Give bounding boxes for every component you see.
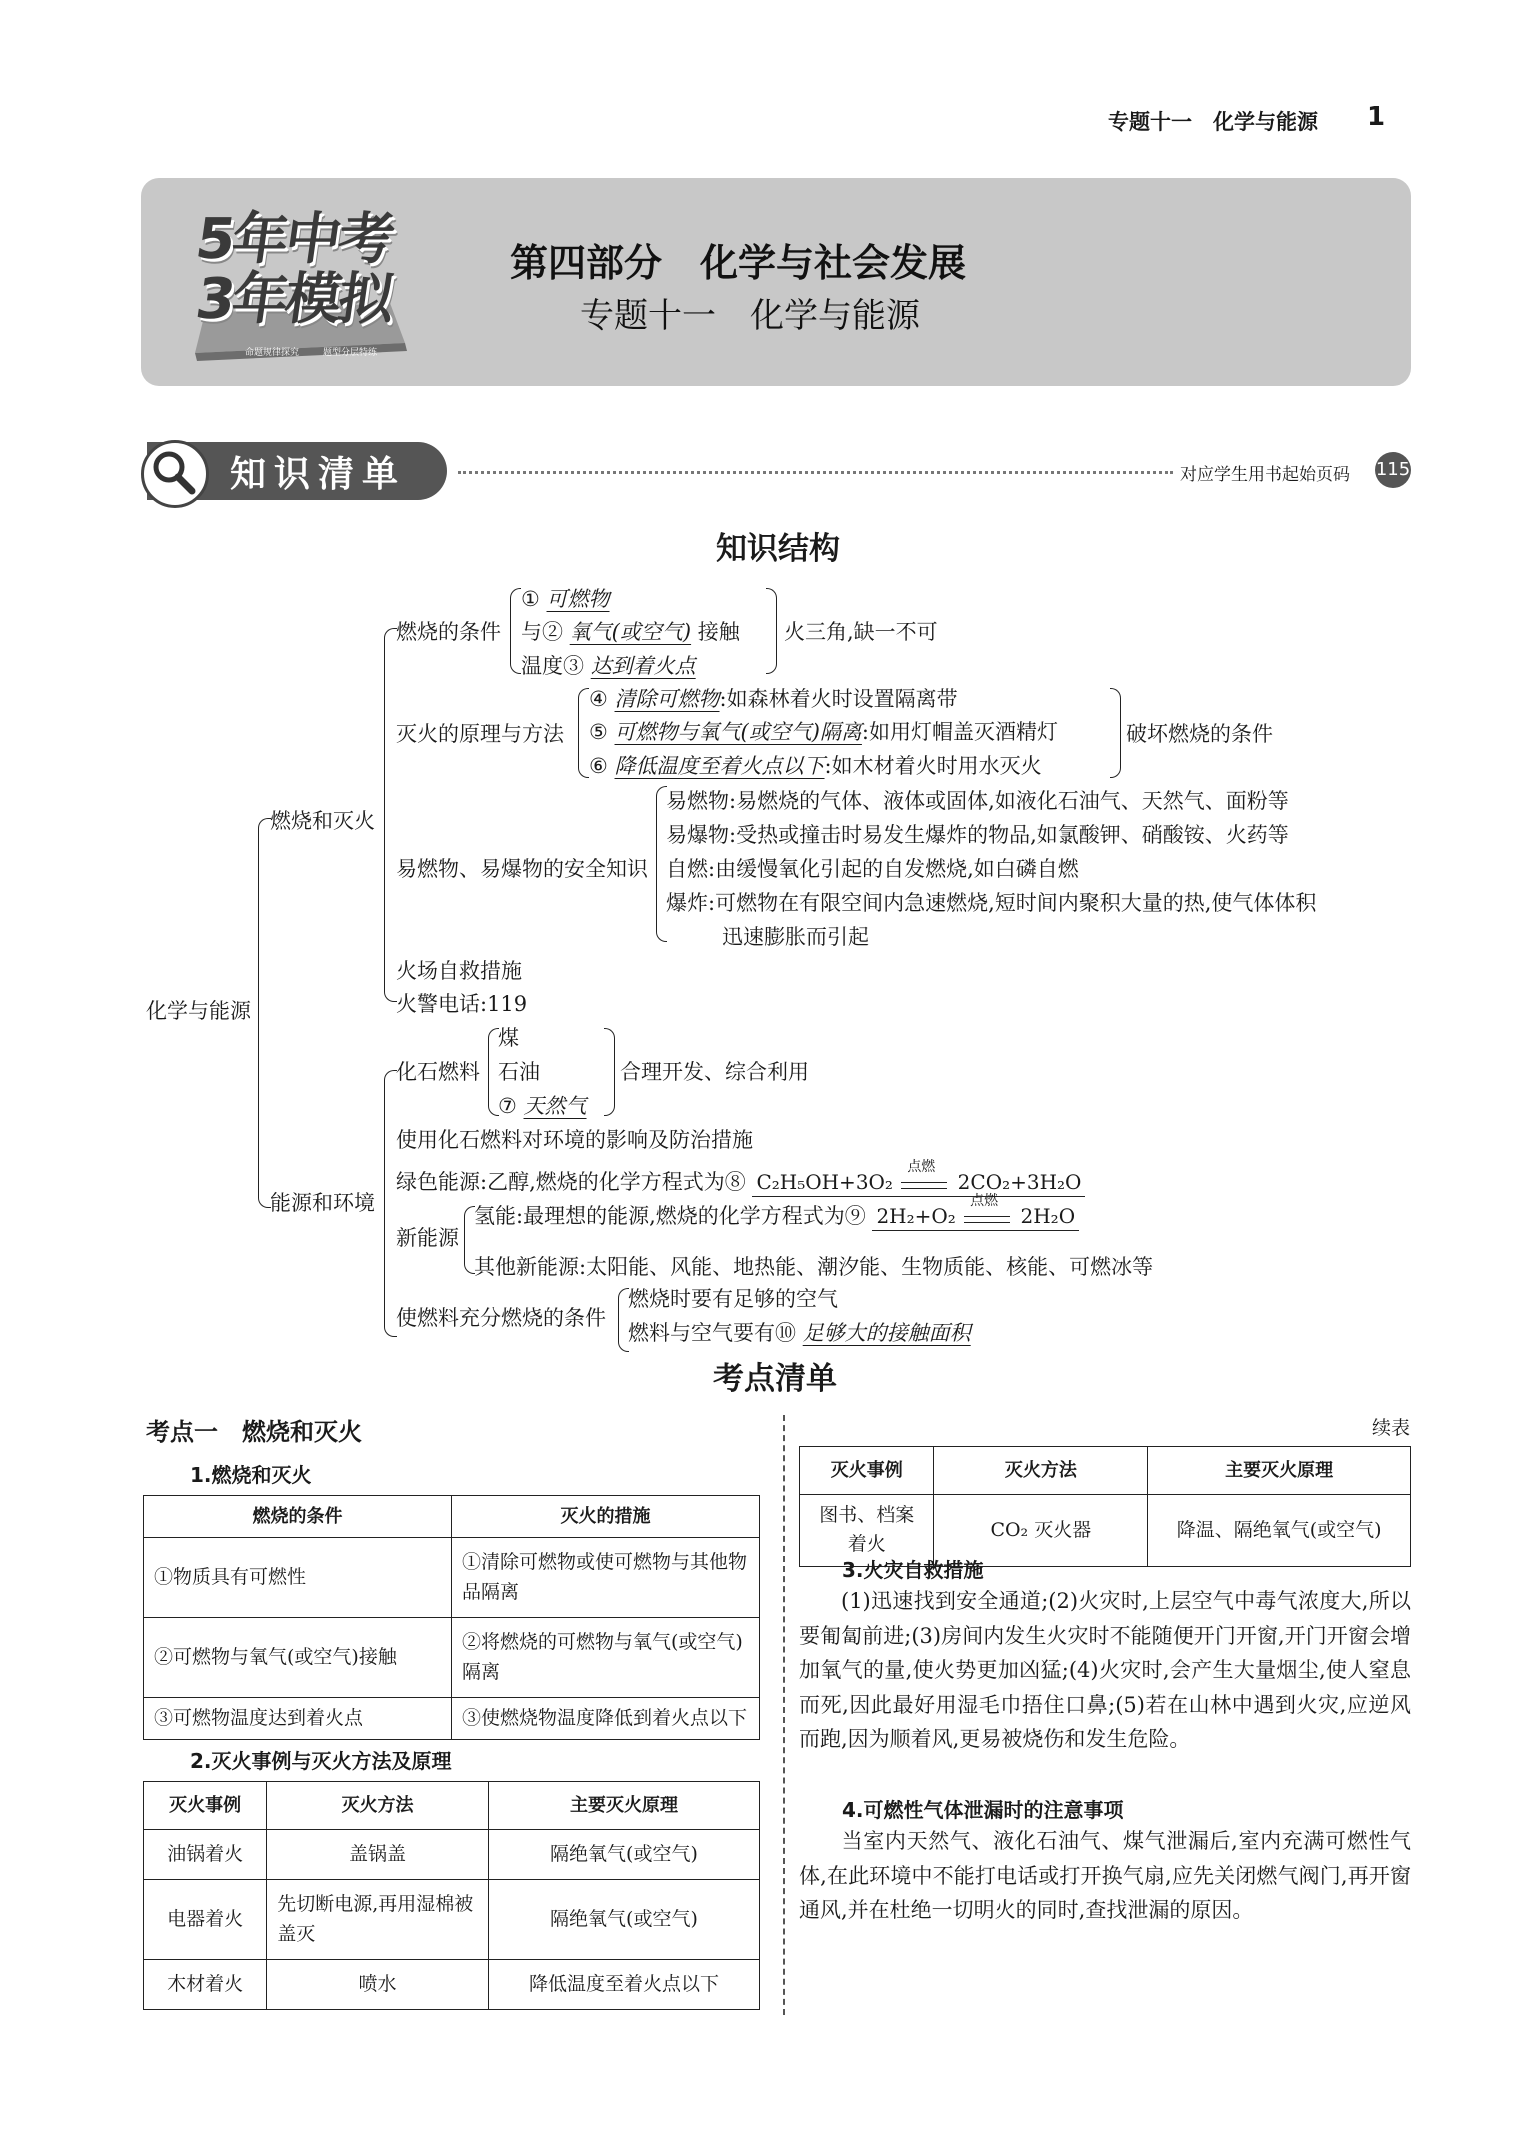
safety-label: 易燃物、易爆物的安全知识	[396, 857, 648, 881]
logo-small-right: 题型分层特练	[323, 348, 378, 358]
h-eq-arrow	[964, 1216, 1010, 1223]
table-row	[144, 1538, 760, 1618]
ext-label: 灭火的原理与方法	[396, 722, 564, 746]
rescue-item: 火场自救措施	[396, 959, 522, 983]
topic-title: 专题十一 化学与能源	[580, 296, 920, 336]
table-cell: ①物质具有可燃性	[144, 1538, 452, 1618]
table-cell: 油锅着火	[144, 1830, 267, 1880]
magnifier-icon	[141, 440, 209, 508]
point-1-title: 考点一 燃烧和灭火	[146, 1418, 362, 1446]
h-eq-cond: 点燃	[970, 1192, 999, 1209]
green-eq-lhs: C₂H₅OH+3O₂	[756, 1170, 893, 1194]
ext-line-6	[589, 750, 1042, 780]
safety-line-2: 易爆物:受热或撞击时易发生爆炸的物品,如氯酸钾、硝酸铵、火药等	[666, 823, 1289, 847]
table-cell: ②可燃物与氧气(或空气)接触	[144, 1618, 452, 1698]
h-eq-lhs: 2H₂+O₂	[876, 1204, 956, 1228]
cond-line-1	[521, 583, 610, 613]
ext-n4: ④	[589, 687, 608, 711]
logo-line-1: 5年中考	[191, 207, 396, 272]
running-title: 专题十一 化学与能源	[1108, 110, 1318, 134]
green-eq-arrow	[901, 1182, 947, 1189]
table-cell: 图书、档案着火	[800, 1495, 934, 1567]
safety-line-4: 爆炸:可燃物在有限空间内急速燃烧,短时间内聚积大量的热,使气体体积	[666, 891, 1317, 915]
ext-s4: :如森林着火时设置隔离带	[719, 687, 958, 711]
fire-brace	[384, 628, 397, 1002]
cond-brace	[510, 588, 521, 674]
safety-line-5: 迅速膨胀而引起	[722, 925, 869, 949]
table-row	[144, 1960, 760, 2010]
ext-line-5	[589, 716, 1058, 746]
ext-result: 破坏燃烧的条件	[1126, 722, 1273, 746]
paragraph-gas-leak-text: 当室内天然气、液化石油气、煤气泄漏后,室内充满可燃性气体,在此环境中不能打电话或打开换气扇,应先关闭燃气阀门,再开窗通风,并在杜绝一切明火的同时,查找泄漏的原因。	[799, 1829, 1411, 1922]
env-item: 使用化石燃料对环境的影响及防治措施	[396, 1128, 753, 1152]
branch-energy: 能源和环境	[270, 1191, 375, 1215]
ext-right-brace	[1110, 688, 1121, 778]
paragraph-gas-leak	[799, 1824, 1411, 1928]
part-title: 第四部分 化学与社会发展	[510, 241, 967, 285]
answer-3: 达到着火点	[590, 654, 696, 678]
safety-line-1: 易燃物:易燃烧的气体、液体或固体,如液化石油气、天然气、面粉等	[666, 789, 1289, 813]
page-number: 1	[1367, 102, 1386, 132]
answer-2: 氧气(或空气)	[569, 620, 692, 644]
answer-6: 降低温度至着火点以下	[614, 754, 825, 778]
table-row	[144, 1496, 760, 1538]
t1-header-2: 灭火的措施	[452, 1496, 760, 1538]
structure-title: 知识结构	[716, 531, 840, 567]
ext-s5: :如用灯帽盖灭酒精灯	[861, 720, 1058, 744]
t3-header-1: 灭火事例	[800, 1447, 934, 1495]
fire-phone: 火警电话:119	[396, 992, 528, 1016]
table-cell: 降低温度至着火点以下	[488, 1960, 759, 2010]
table-row	[144, 1698, 760, 1740]
green-eq-cond: 点燃	[907, 1158, 936, 1175]
hydrogen-line	[474, 1192, 1079, 1231]
t2-header-1: 灭火事例	[144, 1782, 267, 1830]
table-cell: 降温、隔绝氧气(或空气)	[1148, 1495, 1411, 1567]
full-label: 使燃料充分燃烧的条件	[396, 1306, 606, 1330]
column-divider	[783, 1415, 785, 2015]
table-cell: ③使燃烧物温度降低到着火点以下	[452, 1698, 760, 1740]
t2-header-2: 灭火方法	[267, 1782, 489, 1830]
full-line-1: 燃烧时要有足够的空气	[628, 1287, 838, 1311]
root-brace	[258, 818, 271, 1208]
root-node: 化学与能源	[146, 999, 251, 1023]
sub-3-title: 3.火灾自救措施	[842, 1558, 984, 1582]
fossil-coal: 煤	[498, 1026, 519, 1050]
logo-line-2: 3年模拟	[191, 267, 396, 332]
cond-right-brace	[766, 588, 777, 674]
continued-label: 续表	[1372, 1417, 1411, 1439]
fossil-n7: ⑦	[498, 1094, 517, 1118]
green-text: 绿色能源:乙醇,燃烧的化学方程式为⑧	[396, 1170, 746, 1194]
table-cell: ①清除可燃物或使可燃物与其他物品隔离	[452, 1538, 760, 1618]
fossil-label: 化石燃料	[396, 1060, 480, 1084]
answer-7: 天然气	[523, 1094, 587, 1118]
fossil-line-7	[498, 1090, 587, 1120]
cond-p2: 与②	[521, 620, 563, 644]
table-cell: 盖锅盖	[267, 1830, 489, 1880]
table-row	[144, 1618, 760, 1698]
hydrogen-text: 氢能:最理想的能源,燃烧的化学方程式为⑨	[474, 1204, 866, 1228]
branch-fire: 燃烧和灭火	[270, 809, 375, 833]
green-equation	[752, 1158, 1085, 1197]
exam-title: 考点清单	[713, 1361, 837, 1397]
full-line-2	[628, 1317, 971, 1347]
answer-5: 可燃物与氧气(或空气)隔离	[614, 720, 862, 744]
table-examples	[143, 1781, 760, 2010]
t1-header-1: 燃烧的条件	[144, 1496, 452, 1538]
ref-page-badge: 115	[1375, 452, 1411, 488]
answer-4: 清除可燃物	[614, 687, 720, 711]
table-cell: 电器着火	[144, 1880, 267, 1960]
cond-line-2	[521, 616, 740, 646]
table-conditions	[143, 1495, 760, 1740]
paragraph-fire-escape-text: (1)迅速找到安全通道;(2)火灾时,上层空气中毒气浓度大,所以要匍匐前进;(3)房间内发生火灾时不能随便开门开窗,开门开窗会增加氧气的量,使火势更加凶猛;(4)火灾时,会产生大量烟尘,使人窒息而死,因此最好用湿毛巾捂住口鼻;(5)若在山林中遇到火灾,应逆风而跑,因为顺着风,更易被烧伤和发生危险。	[799, 1589, 1411, 1751]
t3-header-3: 主要灭火原理	[1148, 1447, 1411, 1495]
ref-text: 对应学生用书起始页码	[1180, 465, 1350, 485]
ext-line-4	[589, 683, 958, 713]
table-cell: 隔绝氧气(或空气)	[488, 1830, 759, 1880]
fossil-oil: 石油	[498, 1060, 540, 1084]
sub-2-title: 2.灭火事例与灭火方法及原理	[190, 1749, 452, 1773]
table-row	[800, 1447, 1411, 1495]
cond-line-3	[521, 650, 696, 680]
newe-label: 新能源	[396, 1226, 459, 1250]
ext-brace	[578, 688, 589, 778]
section-label: 知识清单	[230, 454, 407, 495]
cond-p3: 温度③	[521, 654, 584, 678]
answer-10: 足够大的接触面积	[802, 1321, 971, 1345]
sub-1-title: 1.燃烧和灭火	[190, 1463, 312, 1487]
hydrogen-equation	[872, 1192, 1079, 1231]
full-l2-text: 燃料与空气要有⑩	[628, 1321, 796, 1345]
ext-n5: ⑤	[589, 720, 608, 744]
ext-s6: :如木材着火时用水灭火	[824, 754, 1042, 778]
table-examples-continued	[799, 1446, 1411, 1567]
paragraph-fire-escape	[799, 1584, 1411, 1757]
energy-brace	[384, 1070, 397, 1337]
fossil-right-brace	[604, 1028, 615, 1116]
t3-header-2: 灭火方法	[934, 1447, 1148, 1495]
safety-line-3: 自燃:由缓慢氧化引起的自发燃烧,如白磷自燃	[666, 857, 1079, 881]
cond-label: 燃烧的条件	[396, 620, 501, 644]
table-cell: ③可燃物温度达到着火点	[144, 1698, 452, 1740]
table-cell: 喷水	[267, 1960, 489, 2010]
table-cell: CO₂ 灭火器	[934, 1495, 1148, 1567]
answer-1: 可燃物	[546, 587, 610, 611]
t2-header-3: 主要灭火原理	[488, 1782, 759, 1830]
table-row	[144, 1880, 760, 1960]
table-cell: 木材着火	[144, 1960, 267, 2010]
table-row	[144, 1830, 760, 1880]
other-new-energy: 其他新能源:太阳能、风能、地热能、潮汐能、生物质能、核能、可燃冰等	[474, 1255, 1154, 1279]
table-cell: ②将燃烧的可燃物与氧气(或空气)隔离	[452, 1618, 760, 1698]
sub-4-title: 4.可燃性气体泄漏时的注意事项	[842, 1798, 1124, 1822]
series-logo	[175, 193, 415, 368]
table-cell: 隔绝氧气(或空气)	[488, 1880, 759, 1960]
table-cell: 先切断电源,再用湿棉被盖灭	[267, 1880, 489, 1960]
cond-n1: ①	[521, 587, 540, 611]
cond-s2: 接触	[697, 620, 740, 644]
logo-small-left: 命题规律探究	[245, 348, 300, 358]
cond-result: 火三角,缺一不可	[784, 620, 938, 644]
dotted-leader	[458, 471, 1173, 474]
fossil-result: 合理开发、综合利用	[620, 1060, 809, 1084]
green-eq-rhs: 2CO₂+3H₂O	[957, 1170, 1082, 1194]
ext-n6: ⑥	[589, 754, 608, 778]
table-row	[144, 1782, 760, 1830]
h-eq-rhs: 2H₂O	[1020, 1204, 1076, 1228]
